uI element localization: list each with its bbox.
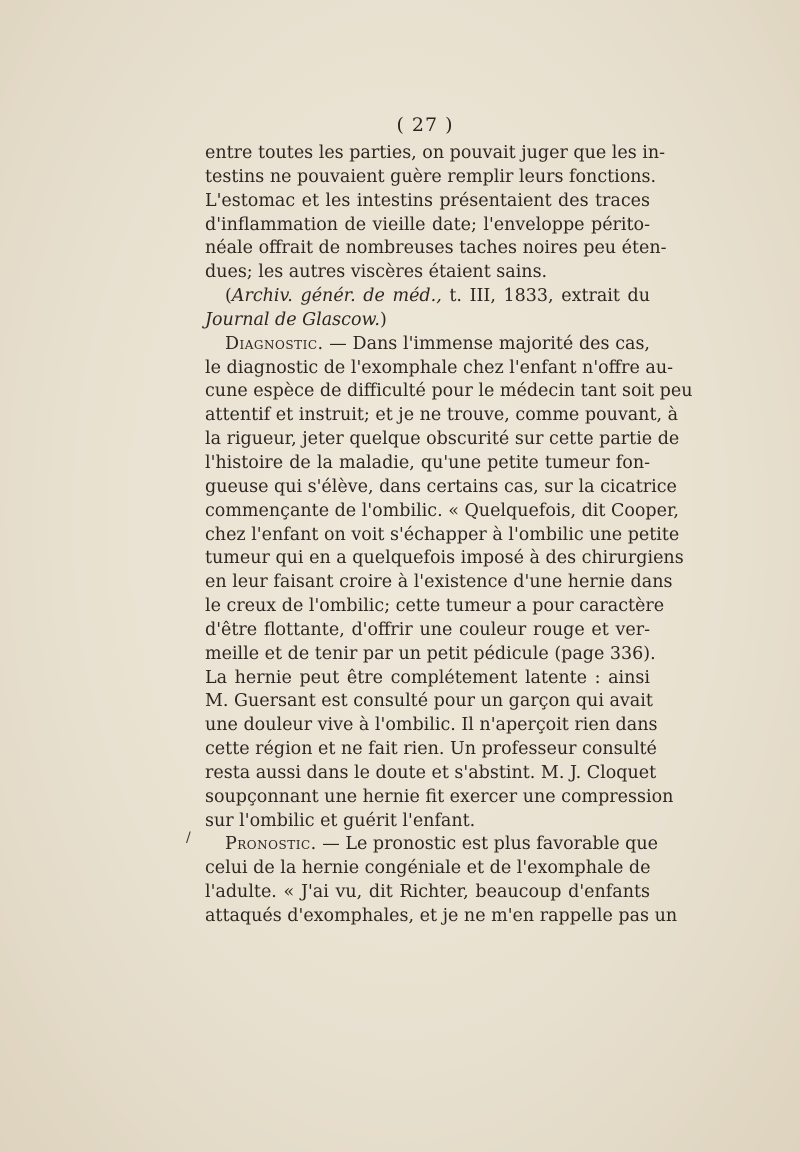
line-text: soupçonnant une hernie fit exercer une compression [205,786,674,807]
text-line [205,881,650,905]
section-heading: Diagnostic. [225,333,324,354]
section-heading: Pronostic. [225,834,317,855]
text-line [205,428,680,452]
text-line [205,166,657,190]
text-line [205,214,650,238]
text-line [205,762,657,786]
text-line [205,571,673,595]
line-text: dues; les autres viscères étaient sains. [205,262,548,283]
line-text: sur l'ombilic et guérit l'enfant. [205,810,476,831]
line-text: commençante de l'ombilic. « Quelquefois, dit Cooper, [205,500,679,521]
text-line [205,524,680,548]
text-line [205,261,650,285]
text-line [205,690,653,714]
line-text: tumeur qui en a quelquefois imposé à des chirurgiens [205,548,684,569]
citation-italic: Archiv. génér. de méd., [231,286,442,307]
text-line [205,500,679,524]
text-line [205,810,650,834]
line-text: chez l'enfant on voit s'échapper à l'ombilic une petite [205,524,680,545]
text-line [205,738,657,762]
line-text: celui de la hernie congéniale et de l'exomphale de [205,858,651,879]
text-line [205,142,666,166]
text-line [205,643,656,667]
line-text: L'estomac et les intestins présentaient des traces [205,190,650,211]
text-line [205,786,674,810]
line-text: La hernie peut être complétement latente : ainsi [205,667,650,688]
text-line [205,595,665,619]
line-text: néale offrait de nombreuses taches noires peu éten- [205,238,667,259]
line-text: entre toutes les parties, on pouvait juger que les in- [205,143,666,163]
line-prefix: ( [225,286,232,307]
text-line [205,285,650,309]
line-text: gueuse qui s'élève, dans certains cas, sur la cicatrice [205,476,677,497]
page-number: ( 27 ) [396,114,454,136]
line-text: — Dans l'immense majorité des cas, [323,333,650,354]
line-text: le diagnostic de l'exomphale chez l'enfant n'offre au- [205,357,674,378]
text-line [205,190,650,214]
line-text: attaqués d'exomphales, et je ne m'en rappelle pas un [205,906,678,926]
line-text: en leur faisant croire à l'existence d'une hernie dans [205,572,673,593]
text-line [205,857,650,881]
line-text: cune espèce de difficulté pour le médecin tant soit peu [205,381,693,402]
text-line [205,905,678,929]
text-line [205,452,650,476]
line-text: M. Guersant est consulté pour un garçon qui avait [205,691,653,712]
text-line [205,619,650,643]
line-text: une douleur vive à l'ombilic. Il n'aperçoit rien dans [205,715,658,736]
text-line [205,714,658,738]
line-text: — Le pronostic est plus favorable que [316,834,658,855]
line-text: l'histoire de la maladie, qu'une petite tumeur fon- [205,452,650,473]
line-text: cette région et ne fait rien. Un professeur consulté [205,739,657,760]
margin-mark: / [186,830,191,846]
line-text: ) [379,309,387,330]
text-line [205,833,658,857]
line-text: meille et de tenir par un petit pédicule (page 336). [205,643,656,664]
line-text: la rigueur, jeter quelque obscurité sur cette partie de [205,429,680,450]
text-line [205,357,674,381]
line-text: t. III, 1833, extrait du [441,286,651,307]
text-line [205,380,693,404]
line-text: le creux de l'ombilic; cette tumeur a pour caractère [205,596,665,617]
citation-italic: Journal de Glascow. [205,309,380,330]
line-text: testins ne pouvaient guère remplir leurs fonctions. [205,166,657,187]
text-line [205,309,650,333]
line-text: l'adulte. « J'ai vu, dit Richter, beaucoup d'enfants [205,882,650,903]
text-line [205,333,650,357]
line-text: d'être flottante, d'offrir une couleur rouge et ver- [205,619,650,640]
text-line [205,237,667,261]
text-line [205,476,677,500]
text-line [205,667,650,691]
text-line [205,404,679,428]
line-text: d'inflammation de vieille date; l'enveloppe périto- [205,214,650,235]
body-text [205,142,693,929]
line-text: resta aussi dans le doute et s'abstint. M. J. Cloquet [205,762,657,783]
line-text: attentif et instruit; et je ne trouve, comme pouvant, à [205,405,679,426]
text-line [205,547,684,571]
